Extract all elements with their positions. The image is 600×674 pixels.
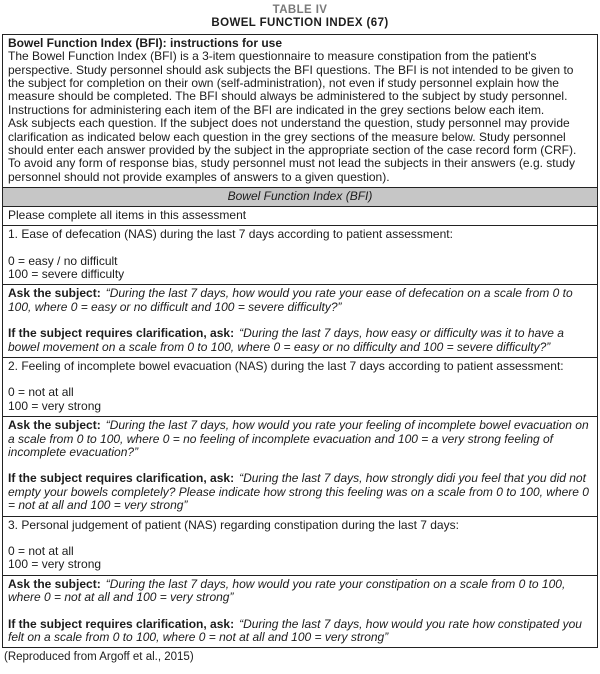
assessment-instruction-row: Please complete all items in this assessment bbox=[3, 206, 597, 225]
item-1-question-row bbox=[3, 225, 597, 284]
source-footnote: (Reproduced from Argoff et al., 2015) bbox=[4, 651, 194, 664]
ask-subject-quote: “During the last 7 days, how would you rate your feeling of incomplete bowel evacuation on a scale from 0 to 100, where 0 = no feeling of incomplete evacuation and 100 = a very strong feeling of incomplete evacuation?” bbox=[8, 418, 589, 459]
item-3-administration-row bbox=[3, 575, 597, 648]
item-2-clarify bbox=[8, 472, 592, 512]
item-2-question: 2. Feeling of incomplete bowel evacuation (NAS) during the last 7 days according to patient assessment: bbox=[8, 358, 564, 373]
instructions-paragraph: Ask subjects each question. If the subject does not understand the question, study personnel may provide clarification as indicated below each question in the grey sections of the measure below. Study personnel should enter each answer provided by the subject in the appropriate section of the case record form (CRF). bbox=[8, 116, 577, 158]
instructions-paragraph: To avoid any form of response bias, study personnel must not lead the subjects in their answers (e.g. study personnel should not provide examples of answers to a given question). bbox=[8, 156, 575, 184]
item-3-question: 3. Personal judgement of patient (NAS) regarding constipation during the last 7 days: bbox=[8, 517, 459, 532]
table-caption bbox=[0, 0, 600, 31]
item-1-anchor-high: 100 = severe difficulty bbox=[8, 266, 125, 281]
ask-subject-label: Ask the subject: bbox=[8, 286, 101, 301]
clarification-quote: “During the last 7 days, how strongly didi you feel that you did not empty your bowels completely? Please indicate how strong this feeling was on a scale from 0 to 100, where 0 = not at all and 100 = very strong” bbox=[8, 471, 589, 513]
item-1-ask bbox=[8, 287, 592, 314]
blank-line bbox=[8, 532, 592, 545]
bfi-table bbox=[2, 34, 598, 649]
ask-subject-label: Ask the subject: bbox=[8, 418, 101, 433]
item-2-anchor-low: 0 = not at all bbox=[8, 385, 74, 400]
item-1-anchor-low: 0 = easy / no difficult bbox=[8, 253, 118, 268]
clarification-label: If the subject requires clarification, ask: bbox=[8, 471, 235, 486]
clarification-quote: “During the last 7 days, how easy or difficulty was it to have a bowel movement on a scale from 0 to 100, where 0 = easy or no difficulty and 100 = severe difficulty?” bbox=[8, 326, 564, 354]
item-3-anchor-low: 0 = not at all bbox=[8, 544, 74, 558]
instructions-heading: Bowel Function Index (BFI): instructions for use bbox=[8, 35, 283, 50]
instructions-paragraph: The Bowel Function Index (BFI) is a 3-item questionnaire to measure constipation from the patient's perspective. Study personnel should ask subjects the BFI questions. The BFI is not intended to be given to the subject for completion on their own (self-administration), not even if study personnel explain how the measure should be completed. The BFI should always be administered to the subject by study personnel. bbox=[8, 49, 574, 104]
blank-line bbox=[8, 242, 592, 255]
ask-subject-quote: “During the last 7 days, how would you rate your constipation on a scale from 0 to 100, where 0 = not at all and 100 = very strong” bbox=[8, 576, 566, 605]
clarification-label: If the subject requires clarification, ask: bbox=[8, 616, 235, 631]
table-label: TABLE IV bbox=[272, 4, 328, 16]
item-2-question-row bbox=[3, 357, 597, 416]
item-1-question: 1. Ease of defecation (NAS) during the last 7 days according to patient assessment: bbox=[8, 227, 453, 242]
item-3-clarify bbox=[8, 618, 592, 645]
instructions-cell bbox=[3, 35, 597, 187]
blank-line bbox=[8, 373, 592, 386]
instructions-paragraph: Instructions for administering each item of the BFI are indicated in the grey sections below each item. bbox=[8, 102, 545, 117]
clarification-label: If the subject requires clarification, ask: bbox=[8, 326, 235, 341]
ask-subject-quote: “During the last 7 days, how would you rate your ease of defecation on a scale from 0 to 100, where 0 = easy or no difficult and 100 = severe difficulty?” bbox=[8, 286, 573, 314]
item-3-anchor-high: 100 = very strong bbox=[8, 557, 102, 572]
item-2-anchor-high: 100 = very strong bbox=[8, 398, 102, 413]
item-1-clarify bbox=[8, 327, 592, 354]
item-2-ask bbox=[8, 419, 592, 459]
item-1-administration-row bbox=[3, 284, 597, 357]
item-3-ask bbox=[8, 578, 592, 605]
section-header-row: Bowel Function Index (BFI) bbox=[3, 187, 597, 205]
item-3-question-row bbox=[3, 516, 597, 575]
item-2-administration-row bbox=[3, 416, 597, 515]
ask-subject-label: Ask the subject: bbox=[8, 576, 101, 591]
clarification-quote: “During the last 7 days, how would you rate how constipated you felt on a scale from 0 to 100, where 0 = not at all and 100 = very strong” bbox=[8, 616, 582, 645]
table-title: BOWEL FUNCTION INDEX (67) bbox=[211, 17, 389, 30]
